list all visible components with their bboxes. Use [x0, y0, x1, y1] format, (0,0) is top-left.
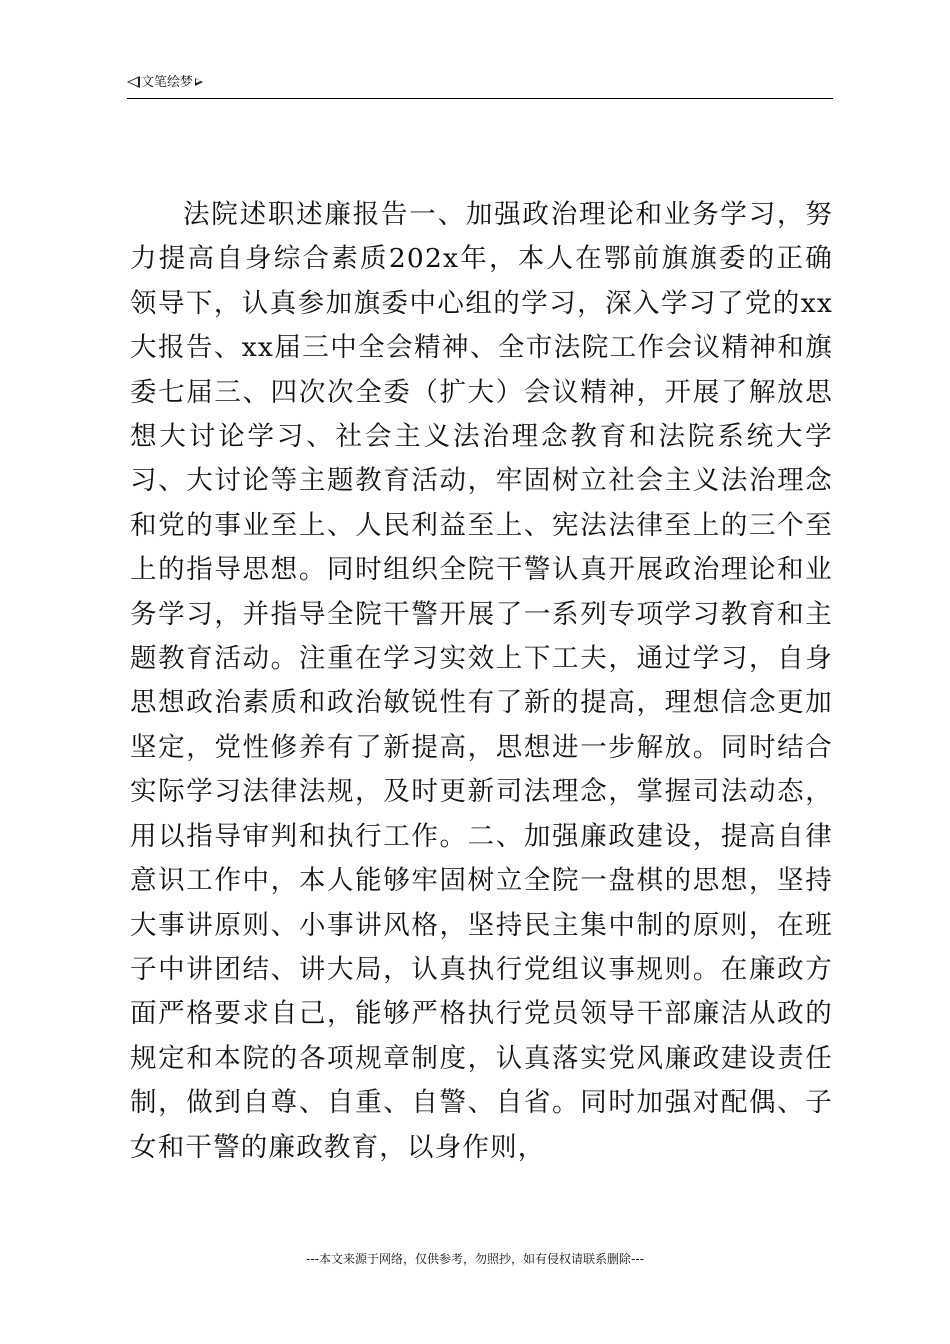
header-brand	[127, 75, 203, 91]
footer-disclaimer: ---本文来源于网络，仅供参考，勿照抄，如有侵权请联系删除---	[306, 1252, 644, 1266]
brand-text: 文笔绘梦	[141, 75, 194, 90]
page-header	[127, 72, 833, 99]
right-triangle-icon	[195, 78, 203, 86]
document-body-paragraph: 法院述职述廉报告一、加强政治理论和业务学习，努力提高自身综合素质202x年，本人在鄂前旗旗委的正确领导下，认真参加旗委中心组的学习，深入学习了党的xx大报告、xx届三中全会精神、全市法院工作会议精神和旗委七届三、四次次全委（扩大）会议精神，开展了解放思想大讨论学习、社会主义法治理念教育和法院系统大学习、大讨论等主题教育活动，牢固树立社会主义法治理念和党的事业至上、人民利益至上、宪法法律至上的三个至上的指导思想。同时组织全院干警认真开展政治理论和业务学习，并指导全院干警开展了一系列专项学习教育和主题教育活动。注重在学习实效上下工夫，通过学习，自身思想政治素质和政治敏锐性有了新的提高，理想信念更加坚定，党性修养有了新提高，思想进一步解放。同时结合实际学习法律法规，及时更新司法理念，掌握司法动态，用以指导审判和执行工作。二、加强廉政建设，提高自律意识工作中，本人能够牢固树立全院一盘棋的思想，坚持大事讲原则、小事讲风格，坚持民主集中制的原则，在班子中讲团结、讲大局，认真执行党组议事规则。在廉政方面严格要求自己，能够严格执行党员领导干部廉洁从政的规定和本院的各项规章制度，认真落实党风廉政建设责任制，做到自尊、自重、自警、自省。同时加强对配偶、子女和干警的廉政教育，以身作则，	[130, 199, 833, 1163]
left-triangle-icon	[127, 76, 140, 88]
